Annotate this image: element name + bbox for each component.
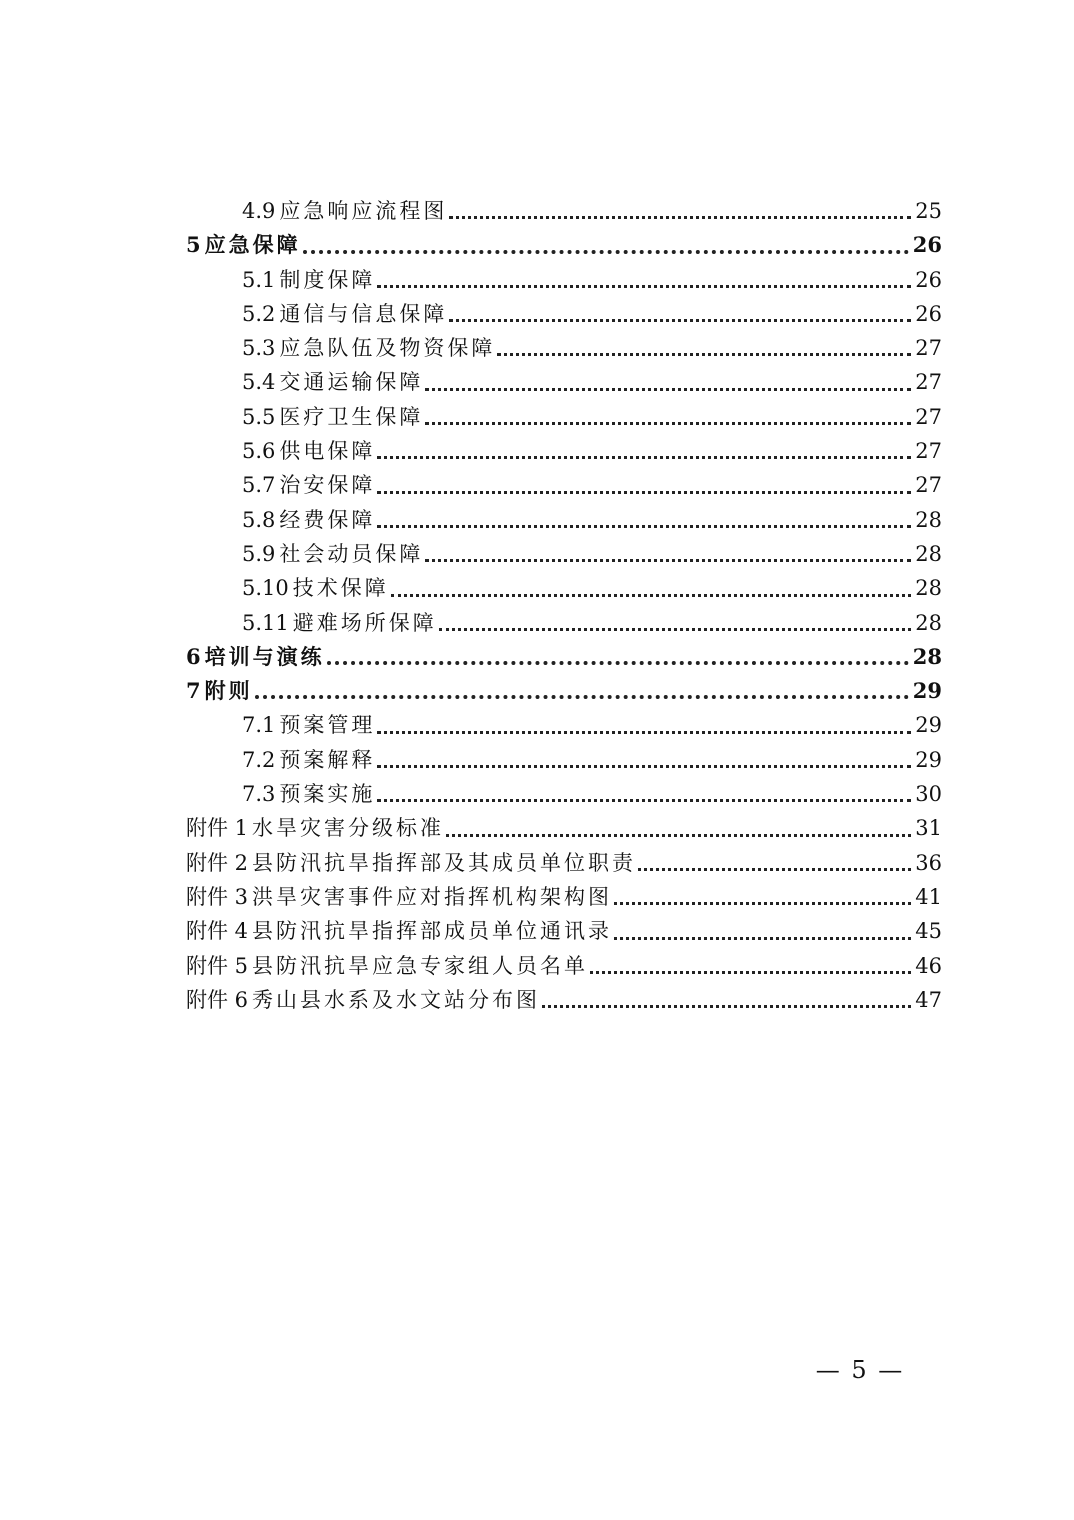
toc-page-number: 26: [912, 232, 942, 258]
toc-title: 水旱灾害分级标准: [252, 816, 445, 841]
toc-number: 5.3: [242, 336, 276, 361]
toc-number: 5.8: [242, 507, 276, 532]
toc-entry-5[interactable]: [186, 228, 942, 262]
toc-leader-dots: [425, 388, 911, 391]
toc-entry-appendix-2[interactable]: [186, 846, 942, 880]
toc-page-number: 27: [915, 370, 942, 395]
toc-entry-5-1[interactable]: [186, 263, 942, 297]
toc-number: 7: [186, 678, 201, 704]
toc-entry-appendix-6[interactable]: [186, 983, 942, 1017]
toc-page-number: 36: [915, 850, 942, 875]
toc-number: 附件 6: [186, 987, 249, 1012]
toc-page-number: 46: [915, 953, 942, 978]
toc-leader-dots: [638, 868, 911, 871]
toc-title: 秀山县水系及水文站分布图: [252, 987, 541, 1012]
toc-number: 5.10: [242, 576, 289, 601]
toc-page-number: 26: [915, 301, 942, 326]
toc-number: 4.9: [242, 199, 276, 223]
toc-title: 供电保障: [279, 439, 376, 464]
toc-page-number: 25: [915, 199, 942, 223]
toc-leader-dots: [377, 456, 911, 459]
toc-page-number: 30: [915, 782, 942, 807]
toc-leader-dots: [327, 661, 909, 665]
toc-number: 5.5: [242, 404, 276, 429]
toc-leader-dots: [425, 422, 911, 425]
toc-title: 应急保障: [204, 232, 301, 258]
toc-page-number: 45: [915, 919, 942, 944]
toc-number: 附件 1: [186, 816, 249, 841]
toc-leader-dots: [391, 594, 912, 597]
toc-number: 7.2: [242, 747, 276, 772]
toc-page-number: 26: [915, 267, 942, 292]
toc-title: 技术保障: [292, 576, 389, 601]
toc-entry-5-10[interactable]: [186, 571, 942, 605]
toc-entry-6[interactable]: [186, 640, 942, 674]
toc-entry-7-2[interactable]: [186, 743, 942, 777]
toc-page-number: 28: [912, 643, 942, 669]
toc-leader-dots: [377, 799, 911, 802]
toc-title: 社会动员保障: [279, 541, 424, 566]
toc-page-number: 27: [915, 473, 942, 498]
toc-leader-dots: [497, 353, 911, 356]
toc-page-number: 27: [915, 336, 942, 361]
toc-entry-7[interactable]: [186, 674, 942, 708]
toc-entry-5-7[interactable]: [186, 468, 942, 502]
toc-number: 7.3: [242, 782, 276, 807]
toc-leader-dots: [449, 319, 911, 322]
toc-entry-4-9[interactable]: [186, 194, 942, 228]
toc-leader-dots: [377, 731, 911, 734]
toc-page-number: 28: [915, 610, 942, 635]
toc-title: 附则: [204, 678, 253, 704]
toc-title: 预案管理: [279, 713, 376, 738]
toc-entry-7-1[interactable]: [186, 708, 942, 742]
toc-leader-dots: [614, 937, 911, 940]
toc-title: 洪旱灾害事件应对指挥机构架构图: [252, 884, 613, 909]
toc-title: 县防汛抗旱指挥部成员单位通讯录: [252, 919, 613, 944]
toc-entry-5-11[interactable]: [186, 606, 942, 640]
toc-title: 治安保障: [279, 473, 376, 498]
toc-leader-dots: [449, 216, 911, 219]
toc-page-number: 28: [915, 507, 942, 532]
toc-entry-5-8[interactable]: [186, 503, 942, 537]
toc-leader-dots: [377, 285, 911, 288]
toc-page-number: 29: [912, 678, 942, 704]
toc-title: 避难场所保障: [292, 610, 437, 635]
toc-entry-appendix-3[interactable]: [186, 880, 942, 914]
toc-leader-dots: [377, 525, 911, 528]
toc-number: 5.7: [242, 473, 276, 498]
toc-title: 经费保障: [279, 507, 376, 532]
toc-entry-7-3[interactable]: [186, 777, 942, 811]
toc-number: 5.1: [242, 267, 276, 292]
toc-number: 附件 3: [186, 884, 249, 909]
toc-title: 培训与演练: [204, 643, 325, 669]
toc-number: 5.11: [242, 610, 289, 635]
toc-entry-5-2[interactable]: [186, 297, 942, 331]
toc-page-number: 27: [915, 404, 942, 429]
toc-title: 预案解释: [279, 747, 376, 772]
toc-page-number: 41: [915, 884, 942, 909]
toc-page-number: 27: [915, 439, 942, 464]
toc-title: 应急响应流程图: [279, 199, 448, 223]
toc-page-number: 29: [915, 713, 942, 738]
table-of-contents: [186, 194, 942, 1017]
toc-number: 7.1: [242, 713, 276, 738]
toc-leader-dots: [255, 695, 909, 699]
toc-number: 附件 2: [186, 850, 249, 875]
toc-leader-dots: [446, 834, 911, 837]
toc-entry-5-6[interactable]: [186, 434, 942, 468]
toc-number: 5.4: [242, 370, 276, 395]
toc-entry-appendix-1[interactable]: [186, 811, 942, 845]
toc-entry-5-5[interactable]: [186, 400, 942, 434]
toc-entry-appendix-5[interactable]: [186, 949, 942, 983]
toc-page-number: 28: [915, 576, 942, 601]
toc-entry-5-4[interactable]: [186, 365, 942, 399]
toc-title: 应急队伍及物资保障: [279, 336, 496, 361]
toc-entry-appendix-4[interactable]: [186, 914, 942, 948]
toc-title: 县防汛抗旱应急专家组人员名单: [252, 953, 589, 978]
toc-number: 5.2: [242, 301, 276, 326]
toc-page-number: 29: [915, 747, 942, 772]
toc-title: 制度保障: [279, 267, 376, 292]
page-number-footer: — 5 —: [815, 1356, 905, 1384]
toc-title: 县防汛抗旱指挥部及其成员单位职责: [252, 850, 637, 875]
toc-title: 预案实施: [279, 782, 376, 807]
toc-number: 6: [186, 643, 201, 669]
toc-number: 5.6: [242, 439, 276, 464]
toc-number: 5.9: [242, 541, 276, 566]
toc-number: 附件 4: [186, 919, 249, 944]
toc-leader-dots: [614, 902, 911, 905]
toc-leader-dots: [377, 765, 911, 768]
toc-entry-5-3[interactable]: [186, 331, 942, 365]
toc-leader-dots: [377, 491, 911, 494]
toc-leader-dots: [425, 559, 911, 562]
toc-title: 医疗卫生保障: [279, 404, 424, 429]
toc-entry-5-9[interactable]: [186, 537, 942, 571]
toc-leader-dots: [590, 971, 911, 974]
toc-leader-dots: [439, 628, 912, 631]
toc-leader-dots: [303, 250, 909, 254]
toc-number: 附件 5: [186, 953, 249, 978]
toc-title: 通信与信息保障: [279, 301, 448, 326]
toc-title: 交通运输保障: [279, 370, 424, 395]
toc-leader-dots: [542, 1005, 911, 1008]
toc-page-number: 47: [915, 987, 942, 1012]
toc-page-number: 28: [915, 541, 942, 566]
toc-page-number: 31: [915, 816, 942, 841]
toc-number: 5: [186, 232, 201, 258]
